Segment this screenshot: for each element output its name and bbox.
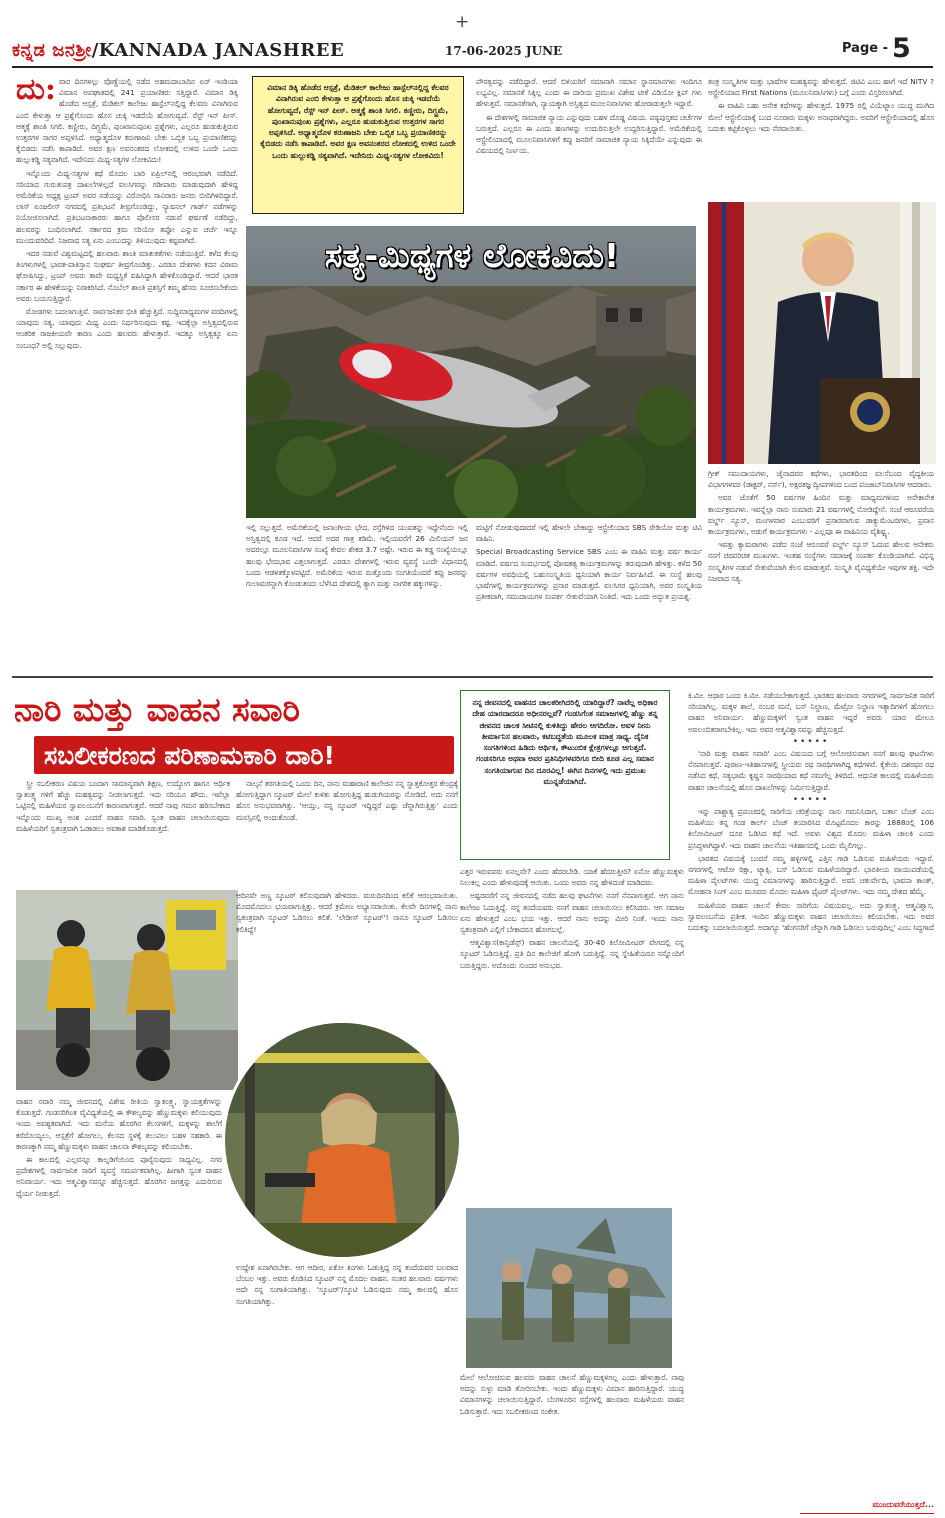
issue-date: 17-06-2025 JUNE [445, 44, 563, 58]
continued-label: ಮುಂದುವರೆಯುತ್ತದೆ... [800, 1500, 934, 1514]
story2-pull-quote [460, 690, 670, 860]
paragraph: ಇವತ್ತು ಕ್ಯಾಮರಾಗಳು ಪಡೆದ ಸಂಜೆ ಆರೂವರೆ ವರ್ಲ್ಡ್ ನ್ಯೂಸ್ ಓದುವ ಹೇಲವ ಆನೇಕರು ನನಗೆ ಚಿರಪರಿಚಿತ ಮುಖಗಳು. ಇಂತಹ ಸಂಸ್ಥೆಗಳು ಸಮಾಜಕ್ಕೆ ಸಂಪರ್ಕ ಕೊಂಡಿಯಾಗಿವೆ. ವಿಭಿನ್ನ ಸಂಸ್ಕೃತಿಗಳ ನಡುವೆ ಸೇತುವೆಯಾಗಿ ಕೆಲಸ ಮಾಡುತ್ತವೆ. ಸಂಸ್ಕೃತಿ ವೈವಿಧ್ಯತೆಯೇ ಇವುಗಳ ಶಕ್ತಿ. ಇದೇ ನಿಜವಾದ ಸತ್ಯ. [708, 540, 934, 583]
paragraph: ಈ ವಾಹಿನಿ ಬಹು ಅನೇಕ ಕಥೆಗಳನ್ನು ಹೇಳುತ್ತದೆ. 1975 ರಲ್ಲಿ ವಿಯೆಟ್ನಾಂ ಯುದ್ಧ ಮುಗಿದ ಮೇಲೆ ಆಸ್ಟ್ರೇಲಿಯಾಕ್ಕೆ ಬಂದ ನೂರಾರು ಮಕ್ಕಳು ಅನಾಥರಾಗಿದ್ದರು. ಅವರಿಗೆ ಆಸ್ಟ್ರೇಲಿಯಾದಲ್ಲಿ ಹೊಸ ಬದುಕು ಕಟ್ಟಿಕೊಳ್ಳಲು ಇದು ನೆರವಾಯಿತು. [708, 101, 934, 133]
crop-mark: + [455, 12, 470, 32]
story1-column-3-top [476, 76, 702, 226]
paragraph: ಇಲ್ಲಿ ಸಲ್ಲುತ್ತದೆ. ಅಮೆರಿಕೆಯಲ್ಲಿ ಜನಾಂಗೀಯ ಭೇದ, ರಸ್ತೆಗಿಳಿದ ಯುವತನ್ನು ಇದ್ದೇನೆಂದು ಇಲ್ಲಿ ಅಸ್ತಿತ್ವದಲ್ಲಿ ಕೂಡ ಇದೆ. ಆದರೆ ಅದರ ಗಾತ್ರ ಕಡಿಮೆ. ಇಲ್ಲಿಯವರೆಗೆ 26 ಮಿಲಿಯನ್ ಜನ ಅದರಲ್ಲೂ ಮೂಲನಿವಾಸಿಗಳ ಸಂಖ್ಯೆ ಕೇವಲ ಶೇಕಡ 3.7 ಅಷ್ಟೇ. ಇರುವ ಈ ಕಡ್ಡ ಸಂಖ್ಯೆಯಲ್ಲೂ ಹಲವು ಭೇದಭಾವ ಎತ್ತಲಾಗುತ್ತದೆ. ಎರಡೂ ದೇಶಗಳಲ್ಲಿ ಇರುವ ವ್ಯವಸ್ಥೆ ಒಂದೇ ವಿಧಾನದಲ್ಲಿ ಬಂದು ಆಡಳಿತಕ್ಕೊಳಪಟ್ಟಿದೆ. ಅಮೆರಿಕೆಯ ಇರುವ ಮತ್ತೊಂದು ಸಂಗತಿಯೆಂದರೆ ಕಪ್ಪು ಜನರನ್ನು ಗುಲಾಮರನ್ನಾಗಿ ಕೊಂಡುತಂದು ಬೆಳೆಸಿದ ದೇಶದಲ್ಲಿ ತ್ಯಾಗ ಮತ್ತು ನಾಗರಿಕ ಹಕ್ಕುಗಳನ್ನು. [246, 523, 468, 589]
paragraph: ಗ್ರೀಕ್ ಸಮುದಾಯಗಳು, ಚೈನಾದವರ ಕಥೆಗಳು, ಭಾರತದಿಂದ ವಲಸೆಬಂದ ವೈದ್ಯಕೀಯ ವಿಭಾಗಗಳವರ (ಡಾಕ್ಟರ್, ನರ್ಸ್), ಅಕ್ಷರತಜ್ಞ ದ್ವೀಪಗಳಿಂದ ಬಂದ ಪಂಜಾಬ್‌ನಿವಾಸಿಗಳ ಆದರಾರು. [708, 469, 934, 490]
story1-pull-quote [252, 76, 464, 214]
story2-column-1-bottom [16, 1096, 222, 1500]
dropcap: ದು: [16, 76, 56, 107]
paragraph: ಅಷ್ಟರವರೆಗೆ ನನ್ನ ಜೀವನದಲ್ಲಿ ನಡೆದ ಹಲವು ಘಟನೆಗಳು ನನಗೆ ನೆನಪಾಗುತ್ತವೆ. ಆಗ ನಾನು ಕಾಲೇಜು ಓದುತ್ತಿದ್ದೆ. ನನ್ನ ತಂದೆಯವರು ನನಗೆ ವಾಹನ ಚಲಾಯಿಸಲು ಕಲಿಸಿದರು. ಆಗ ಸಮಾಜ ಏನು ಹೇಳುತ್ತದೆ ಎಂಬ ಭಯ ಇತ್ತು. ಆದರೆ ನಾನು ಅದನ್ನು ಮೀರಿ ನಿಂತೆ. ಇಂದು ನಾನು ಸ್ವತಂತ್ರವಾಗಿ ಎಲ್ಲಿಗೆ ಬೇಕಾದರೂ ಹೋಗಬಲ್ಲೆ. [460, 891, 684, 935]
paragraph: ಮೇಲೆ ಆಲೋಚಿಸುವ ಹಲವರು ವಾಹನ ಚಾಲನೆ ಹೆಣ್ಣುಮಕ್ಕಳಿಗಲ್ಲ ಎಂದು ಹೇಳುತ್ತಾರೆ. ನಾವು ಅದನ್ನು ಸುಳ್ಳು ಮಾಡಿ ತೋರಿಸಬೇಕು. ಇಂದು ಹೆಣ್ಣುಮಕ್ಕಳು ವಿಮಾನ ಹಾರಿಸುತ್ತಿದ್ದಾರೆ. ಯುದ್ಧ ವಿಮಾನಗಳನ್ನು ಚಲಾಯಿಸುತ್ತಿದ್ದಾರೆ. ಬೆಂಗಳೂರಿನ ರಸ್ತೆಗಳಲ್ಲಿ ಹಲವಾರು ಮಹಿಳೆಯರು ವಾಹನ ಓಡಿಸುತ್ತಾರೆ. ಇದು ಸಬಲೀಕರಣದ ಸಂಕೇತ. [460, 1373, 684, 1416]
story1-headline: ಸತ್ಯ-ಮಿಥ್ಯಗಳ ಲೋಕವಿದು! [324, 236, 620, 275]
story2-column-3-bottom [460, 1372, 684, 1502]
paragraph: ಪೌರತ್ವವನ್ನು ಪಡೆದಿದ್ದಾರೆ. ಆದರೆ ಬಿಳಿಯರಿಗೆ ಸಮಾನಾಗಿ ಸಮಾನ ಸ್ಥಾನಮಾನಗಳು ಇಂದಿಗೂ ಲಭ್ಯವಿಲ್ಲ. ಸಮಾನತೆ ಸಿಕ್ಕಿಲ್ಲ ಎಂದು ಈ ದಾರಿಯ ಪ್ರಮುಖ ವಿಶೇಷ ಟೀಕೆ ವಿಡಿಯೋ ಕ್ಲಿಪ್ ಗಳು ಹೇಳುತ್ತವೆ. ಸಮಾನತೆಗಾಗಿ, ನ್ಯಾಯಕ್ಕಾಗಿ ಅಸ್ತಿತ್ವದ ಮೂಲನಿವಾಸಿಗಳು ಹೋರಾಡುತ್ತಲೇ ಇದ್ದಾರೆ. [476, 77, 702, 109]
masthead [12, 40, 344, 61]
paragraph: ವಾರ ದಿನಗಳಲ್ಲು ವೊಣ್ಣೆಯಲ್ಲಿ ನಡೆದ ಅಹಮದಾಬಾದಿನ ಏರ್ ಇಂಡಿಯಾ ವಿಮಾನ ಅಪಘಾತದಲ್ಲಿ 241 ಪ್ರಯಾಣಿಕರು ಸತ್ತಿದ್ದಾರೆ. ವಿಮಾನ ಡಿಕ್ಕಿ ಹೊಡೆದ ಆಸ್ಪತ್ರೆ, ಮೆಡಿಕಲ್ ಕಾಲೇಜು ಹಾಸ್ಟೆಲ್‌ನಲ್ಲಿದ್ದ ಕೆಲವರು ವಿನಾಗಿರುವ ಎಂಬಿ ಕೇಳುತ್ತಾ ಆ ಪ್ರಶ್ನೆಗೊಂದು ಹೊಸ ಚುಕ್ಕಿ ಇಡದೆಯೆ ಹೋಗುವ್ವದೆ. ರೆಸ್ಟ್ ಇನ್ ಪೀಸ್. ಆತ್ಮಕ್ಕೆ ಶಾಂತಿ ಸಿಗಲಿ. ಕಣ್ಣೀರು, ದಿಗ್ಭ್ರಮೆ, ಪುಂಖಾನುಪುಂಖ ಪ್ರಶ್ನೆಗಳು, ಎಲ್ಲರೂ ಹುಡುಕುತ್ತಿರುವ ಉತ್ತರಗಳ ಸಾಗರ ಅಪ್ಪಳಿಸಿದೆ. ಅಧ್ಯಾತ್ಮದೊಳ ಕರುಣಾಜನಿ ಬೇಕು ಒಬ್ಬಿಕ ಒಬ್ಬ ಪ್ರಯಾಣಿಕರನ್ನು ಕೈಬಿಡದು ನಡೆಸಿ ಕಾಪಾಡಿದೆ. ಅವರ ಕ್ಷಣ ಅವನಂತರದ ಲೋಕದಲ್ಲಿ ಉಳಿದ ಒಂದೇ ಒಂದು ಹುಲ್ಲುಕಡ್ಡಿ ಸತ್ಯವಾಗಿದೆ. ಇದೇನಿದು ಮಿಥ್ಯ-ಸತ್ಯಗಳ ಲೋಕವಿದು! [16, 77, 238, 165]
paragraph: ಇನ್ನು ಪಾಶ್ಚಾತ್ಯ ಪ್ರಪಂಚದಲ್ಲಿ ಸಾರಿಗೆಯ ಚರಿತ್ರೆಯನ್ನು ನಾನು ಗಮನಿಸಿದಾಗ, ಬರ್ತಾ ಬೆಂಜ್ ಎಂಬ ಮಹಿಳೆಯು ತನ್ನ ಗಂಡ ಕಾರ್ಲ್ ಬೆಂಜ್ ತಯಾರಿಸಿದ ಮೊಟ್ಟಮೊದಲ ಕಾರನ್ನು 1888ರಲ್ಲಿ 106 ಕಿಲೋಮೀಟರ್ ದೂರ ಓಡಿಸಿದ ಕಥೆ ಇದೆ. ಅವಳು ವಿಶ್ವದ ಮೊದಲ ಮಹಿಳಾ ಚಾಲಕಿ ಎಂದು ಪ್ರಸಿದ್ಧಳಾಗಿದ್ದಾಳೆ. ಇದು ವಾಹನ ಚಾಲನೆಯ ಇತಿಹಾಸದಲ್ಲಿ ಒಂದು ಮೈಲಿಗಲ್ಲು. [688, 807, 934, 850]
woman-auto-driver-photo [222, 1020, 462, 1260]
paragraph: ಮೋಡಗಳು ಬದಲಾಗುತ್ತಿವೆ. ಸಾರ್ವಜನಿಕರ ಭೀತಿ ಹೆಚ್ಚುತ್ತಿದೆ. ಸುದ್ದಿಮಾಧ್ಯಮಗಳ ವರದಿಗಳಲ್ಲಿ ಯಾವುದು ಸತ್ಯ, ಯಾವುದು ಮಿಥ್ಯ ಎಂದು ನಿರ್ಧರಿಸುವುದು ಕಷ್ಟ. ಇದಕ್ಕೆಲ್ಲಾ ಅಸ್ತಿತ್ವದಲ್ಲಿರುವ ಆಂತರಿಕ ರಾಜಕೀಯವೇ ಕಾರಣ ಎಂದು ಹಲವರು ಹೇಳುತ್ತಾರೆ. ಇದಕ್ಕೂ ಅಸ್ತಿತ್ವಕ್ಕೂ ಏನು ಸಂಬಂಧ? ಅಲ್ಲಿ ಸಲ್ಲುವುದು. [16, 307, 238, 350]
paragraph: ಆದಿನವೇ ಅಣ್ಣ ಸ್ಕೂಟರ್ ಕಲಿಸುವುದಾಗಿ ಹೇಳಿದರು. ಮರುದಿನದಿಂದ ಕಲಿಕೆ ಆರಂಭವಾಯಿತು. ಮೊದಮೊದಲು ಭಯವಾಗುತ್ತಿತ್ತು. ಆದರೆ ಕ್ರಮೇಣ ಅಭ್ಯಾಸವಾಯಿತು. ಕೆಲವೇ ದಿನಗಳಲ್ಲಿ ನಾನು ಸ್ವತಂತ್ರವಾಗಿ ಸ್ಕೂಟರ್ ಓಡಿಸಲು ಕಲಿತೆ. 'ಲೇಡೀಸ್ ಸ್ಕೂಟರ್'! ನಾನೂ ಸ್ಕೂಟರ್ ಓಡಿಸಲು ಕಲಿತಿದ್ದೆ! [236, 891, 458, 934]
story2-column-1-top [16, 778, 230, 886]
women-scooter-riders-photo [16, 890, 238, 1090]
women-fighter-pilots-photo [466, 1208, 672, 1368]
speaker-podium-photo [708, 202, 936, 464]
story-divider [12, 676, 933, 678]
story1-column-4-top [708, 76, 934, 200]
story2-column-2-mid [236, 890, 458, 1020]
paragraph: ಎತ್ತರ ಇರುವವರು ಏನಲ್ಲವೇ? ಎಂದು ಹೆದರಬೇಡಿ. ಯಾಕೆ ಹೆದರುತ್ತೀರಿ? ಏನೋ ಹೆಣ್ಣುಮಕ್ಕಳು ನಿಲುಕಲ್ಲ ಎಂದು ಹೇಳುವುದಕ್ಕೆ ಆಯಿತು. ಒಂದು ಅವರು ನನ್ನ ಹೇಳಿದಂತೆ ಮಾಡಿದರು. [460, 867, 684, 888]
header-rule [12, 66, 933, 68]
story2-column-4 [688, 690, 934, 1498]
story1-column-1 [16, 76, 238, 668]
paragraph: ಈ ಕಾಲದಲ್ಲಿ ಎಲ್ಲವನ್ನೂ ಕಾಲ್ನಡಿಗೆಯಿಂದ ಪೂರೈಸುವುದು ಸಾಧ್ಯವಿಲ್ಲ. ನಗರ ಪ್ರದೇಶಗಳಲ್ಲಿ ಸಾರ್ವಜನಿಕ ಸಾರಿಗೆ ವ್ಯವಸ್ಥೆ ಸಮರ್ಪಕವಾಗಿಲ್ಲ. ಹೀಗಾಗಿ ಸ್ವಂತ ವಾಹನ ಅನಿವಾರ್ಯ. ಇದು ಆತ್ಮವಿಶ್ವಾಸವನ್ನೂ ಹೆಚ್ಚಿಸುತ್ತದೆ. ಹೊರಗಿನ ಜಗತ್ತನ್ನು ಎದುರಿಸುವ ಧೈರ್ಯ ನೀಡುತ್ತದೆ. [16, 1155, 222, 1198]
story2-column-2-top [236, 778, 458, 886]
section-dots: ••••• [792, 736, 830, 747]
story2-column-3-top [460, 866, 684, 1206]
logo-kannada: ಕನ್ನಡ ಜನಶ್ರೀ [12, 40, 92, 61]
page-number: 5 [892, 33, 911, 64]
paragraph: ಅವರ ಜೊತೆಗೆ 50 ವರ್ಷಗಳ ಹಿಂದಿನ ಮತ್ತು ಮಾಧ್ಯಮಗಳಿಂದ ಅನೇಕಾನೇಕ ಕಾರ್ಯಕ್ರಮಗಳು. ಇವನ್ನೆಲ್ಲಾ ನಾನು ಸುಮಾರು 21 ವರ್ಷಗಳಲ್ಲಿ ನೋಡಿದ್ದೇನೆ. ಸಂಜೆ ಆರೂವರೆಯ ವರ್ಲ್ಡ್ ನ್ಯೂಸ್, ಮಂಗಳವಾರ ಎಂಬುವರಿಗೆ ಪ್ರಸಾರವಾಗುವ ಡಾಕ್ಯುಮೆಂಟರಿಗಳು, ಪ್ರವಾಸ ಕಾರ್ಯಕ್ರಮಗಳು, ಅಡುಗೆ ಕಾರ್ಯಕ್ರಮಗಳು - ಎಲ್ಲವೂ ಈ ವಾಹಿನಿಯ ವೈಶಿಷ್ಟ್ಯ. [708, 493, 934, 537]
paragraph: ಆತ್ಮವಿಶ್ವಾಸ(ಕಾನ್ಫಿಡೆನ್ಸ್) ವಾಹನ ಚಾಲನೆಯಲ್ಲಿ 30-40 ಕಿಲೋಮೀಟರ್ ವೇಗದಲ್ಲಿ ನನ್ನ ಸ್ಕೂಟರ್ ಓಡಿಸುತ್ತಿದ್ದೆ. ಪ್ರತಿ ದಿನ ಕಾಲೇಜಿಗೆ ಹೋಗಿ ಬರುತ್ತಿದ್ದೆ. ನನ್ನ ಸ್ನೇಹಿತೆಯರೂ ನನ್ನೊಂದಿಗೆ ಬರುತ್ತಿದ್ದರು. ಅದೊಂದು ಸುಂದರ ಅನುಭವ. [460, 938, 684, 970]
paragraph: ಮಟ್ಟಿಗೆ ನೋಡುವುದಾದರೆ ಇಲ್ಲಿ ಹೇಳಲೇ ಬೇಕಾದ್ದು ಆಸ್ಟ್ರೇಲಿಯಾದ SBS ರೇಡಿಯೋ ಮತ್ತು ಟಿವಿ ವಾಹಿನಿ. [476, 523, 702, 544]
paragraph: ಕಿ.ಮೀ. ಆಧಾರ ಒಂದು ಕಿ.ಮೀ. ನಡೆಯಬೇಕಾಗುತ್ತದೆ. ಭಾರತದ ಹಲವಾರು ನಗರಗಳಲ್ಲಿ ಸಾರ್ವಜನಿಕ ಸಾರಿಗೆ ಸರಿಯಾಗಿಲ್ಲ. ಮಕ್ಕಳ ಶಾಲೆ, ನಂಬರ ಮನೆ, ಬಸ್ ನಿಲ್ದಾಣ, ಮೆಟ್ರೋ ನಿಲ್ದಾಣ ಇತ್ಯಾದಿಗಳಿಗೆ ಹೋಗಲು ವಾಹನ ಅನಿವಾರ್ಯ. ಹೆಣ್ಣುಮಕ್ಕಳಿಗೆ ಸ್ವಂತ ವಾಹನ ಇದ್ದರೆ ಅವರು ಯಾರ ಮೇಲೂ ಅವಲಂಬಿತರಾಗಬೇಕಿಲ್ಲ. ಇದು ಅವರ ಆತ್ಮವಿಶ್ವಾಸವನ್ನು ಹೆಚ್ಚಿಸುತ್ತದೆ. [688, 691, 934, 734]
logo-english: /KANNADA JANASHREE [91, 40, 345, 61]
paragraph: ಈ ದೇಶಗಳಲ್ಲಿ ಸಾಮಾಜಿಕ ನ್ಯಾಯ ಎನ್ನುವುದು ಬಹಳ ದೊಡ್ಡ ವಿಷಯ. ಪಠ್ಯಪುಸ್ತಕದ ಚರ್ಚೆಗಳ ಬರುತ್ತದೆ. ಎಲ್ಲರೂ ಈ ಎಂದು ಹಣಗಳನ್ನು ಉದುರಿಸುತ್ತಲೇ ಉದ್ದರಿಸುತ್ತಿದ್ದಾರೆ. ಅಮೆರಿಕೆಯಲ್ಲಿ ಆಸ್ಟ್ರೇಲಿಯಾದಲ್ಲಿ ಮೂಲನಿವಾಸಿಗಳಿಗೆ ಕಪ್ಪು ಜನರಿಗೆ ಸಾಮಾಜಿಕ ನ್ಯಾಯ ಸಿಕ್ಕಿದೆಯೇ ಎನ್ನುವುದು ಈ ವಿಷಯದಲ್ಲಿ ನಿರ್ಣಯ. [476, 112, 702, 156]
paragraph: ನಾಲ್ಕನೆ ತರಗತಿಯಲ್ಲಿ ಒಂದು ದಿನ, ನಾನು ಮಹಾರಾಣಿ ಕಾಲೇಜಿನ ನನ್ನ ಸ್ನಾತ್ತಕೋತ್ತರ ಕೇಂದ್ರಕ್ಕೆ ಹೋಗುತ್ತಿದ್ದಾಗ ಸ್ಕೂಟರ್ ಮೇಲೆ ಕುಳಿತು ಹೋಗುತ್ತಿದ್ದ ಹುಡುಗಿಯರನ್ನು ನೋಡಿದೆ. ಅದು ನನಗೆ ಹೊಸ ಅನುಭವವಾಗಿತ್ತು. 'ಆಯ್ತು, ನನ್ನ ಸ್ಕೂಟರ್ ಇದ್ದಿದ್ದರೆ ಎಷ್ಟು ಚೆನ್ನಾಗಿರುತ್ತಿತ್ತು' ಎಂದು ಮನಸ್ಸಿನಲ್ಲಿ ಅಂದುಕೊಂಡೆ. [236, 779, 458, 822]
paragraph: ಮಹಿಳೆಯರ ವಾಹನ ಚಾಲನೆ ಕೇವಲ ಸಾರಿಗೆಯ ವಿಷಯವಲ್ಲ. ಅದು ಸ್ವಾತಂತ್ರ್ಯ, ಆತ್ಮವಿಶ್ವಾಸ, ಸ್ವಾವಲಂಬನೆಯ ಪ್ರತೀಕ. ಇಂದಿನ ಹೆಣ್ಣುಮಕ್ಕಳು ವಾಹನ ಚಲಾಯಿಸಲು ಕಲಿಯಬೇಕು. ಇದು ಅವರ ಬದುಕನ್ನು ಬದಲಾಯಿಸುತ್ತದೆ. ಅದಾಗ್ಯೂ 'ಹೆಂಗಸರಿಗೆ ಚೆನ್ನಾಗಿ ಗಾಡಿ ಓಡಿಸಲು ಬರುವುದಿಲ್ಲ' ಎಂಬ ಸಿದ್ಧಗಾದೆ [688, 900, 934, 933]
page-label: Page - [842, 41, 888, 56]
paragraph: ಉದ್ದೇಶ ಏನಾಗಿರಬೇಕು. ಆಗ ಆದೀರ, ಏಕೋ ತಿಂಗಳು ಓಡುತ್ತಿದ್ದ ನನ್ನ ತಂದೆಯವರ ಬಲವಾದ ಬೆಂಬಲ ಇತ್ತು. ಅವರು ಕೊಡಿಸಿದ ಸ್ಕೂಟರ್ ನನ್ನ ಮೊದಲ ವಾಹನ. ನಂತರ ಹಲವಾರು ವರ್ಷಗಳು ಅದೇ ನನ್ನ ಸಂಗಾತಿಯಾಗಿತ್ತು. 'ಸ್ಕೂಟರ್'/ಸ್ಕೂಟಿ ಓಡಿಸುವುದು ನಮ್ಮ ಕಾಲದಲ್ಲಿ ಹೊಸ ಸಂಗತಿಯಾಗಿತ್ತು. [236, 1263, 458, 1306]
paragraph: ಭಾರತದ ವಿಷಯಕ್ಕೆ ಬಂದರೆ ನಮ್ಮ ಹಳ್ಳಿಗಳಲ್ಲಿ ಎತ್ತಿನ ಗಾಡಿ ಓಡಿಸುವ ಮಹಿಳೆಯರು ಇದ್ದಾರೆ. ನಗರಗಳಲ್ಲಿ ಆಟೋ ರಿಕ್ಷಾ, ಟ್ಯಾಕ್ಸಿ, ಬಸ್ ಓಡಿಸುವ ಮಹಿಳೆಯರಿದ್ದಾರೆ. ಭಾರತೀಯ ವಾಯುಪಡೆಯಲ್ಲಿ ಮಹಿಳಾ ಪೈಲಟ್‌ಗಳು ಯುದ್ಧ ವಿಮಾನಗಳನ್ನು ಹಾರಿಸುತ್ತಿದ್ದಾರೆ. ಅವನಿ ಚತುರ್ವೇದಿ, ಭಾವನಾ ಕಾಂತ್, ಮೋಹನಾ ಸಿಂಗ್ ಎಂಬ ಮೂವರು ಮೊದಲ ಮಹಿಳಾ ಫೈಟರ್ ಪೈಲಟ್‌ಗಳು. ಇದು ನಮ್ಮ ದೇಶದ ಹೆಮ್ಮೆ. [688, 853, 934, 897]
story1-column-4-bottom [708, 468, 934, 668]
story2-headline-line2: ಸಬಲೀಕರಣದ ಪರಿಣಾಮಕಾರಿ ದಾರಿ! [44, 741, 335, 770]
paragraph: ಇನ್ನೊಂದು ಮಿಥ್ಯ-ಸತ್ಯಗಳ ಕಥೆ ಮೊದಲ ಬಾರಿ ಏಪ್ರಿಲ್‌ನಲ್ಲಿ ಆರಂಭವಾಗಿ ನಡೆದಿದೆ. ಸರಿಯಾದ ಗುರುತುಪತ್ರ ದಾಖಲೆಗಳಿಲ್ಲದೆ ವಲಸಿಗರನ್ನು ಗಡೀಪಾರು ಮಾಡುವುದಾಗಿ ಹೇಳಿದ್ದ ಅಮೆರಿಕೆಯ ಅಧ್ಯಕ್ಷ ಟ್ರಂಪ್ ಅವರ ನಡೆಯನ್ನು ವಿರೋಧಿಸಿ ಸಾವಿರಾರು ಜನರು ಬೀದಿಗಿಳಿದಿದ್ದಾರೆ. ಲಾಸ್ ಏಂಜಲೀಸ್ ನಗರದಲ್ಲಿ ಪ್ರತಿಭಟನೆ ತೀವ್ರಗೊಂಡಿದ್ದು, ನ್ಯಾಷನಲ್ ಗಾರ್ಡ್ ಪಡೆಗಳನ್ನು ನಿಯೋಜಿಸಲಾಗಿದೆ. ಪ್ರತಿಭಟನಾಕಾರರು ಹಾಗೂ ಪೊಲೀಸರ ನಡುವೆ ಘರ್ಷಣೆ ನಡೆದಿದ್ದು, ಹಲವರನ್ನು ಬಂಧಿಸಲಾಗಿದೆ. ಸರ್ಕಾರದ ಕ್ರಮ ಸರಿಯೋ ತಪ್ಪೋ ಎನ್ನುವ ಚರ್ಚೆ ಇನ್ನೂ ಮುಂದುವರಿದಿದೆ. ನಿಜವಾದ ಸತ್ಯ ಏನು ಎಂಬುದನ್ನು ತಿಳಿಯುವುದು ಕಷ್ಟವಾಗಿದೆ. [16, 168, 238, 245]
story1-column-2-bottom [246, 522, 468, 668]
paragraph: ಇದರ ನಡುವೆ ವಿಶ್ವಮಟ್ಟದಲ್ಲಿ ಹಲವಾರು ಶಾಂತಿ ಮಾತುಕತೆಗಳು ನಡೆಯುತ್ತಿವೆ. ಕಳೆದ ಕೆಲವು ತಿಂಗಳುಗಳಲ್ಲಿ ಭಾರತ-ಪಾಕಿಸ್ತಾನ ಸಂಘರ್ಷ ತೀವ್ರಗೊಂಡಿತ್ತು. ಎರಡೂ ದೇಶಗಳು ಕದನ ವಿರಾಮ ಘೋಷಿಸಿದ್ದು, ಟ್ರಂಪ್ ಅವರು ತಾವೇ ಮಧ್ಯಸ್ಥಿಕೆ ವಹಿಸಿದ್ದಾಗಿ ಹೇಳಿಕೊಂಡಿದ್ದಾರೆ. ಆದರೆ ಭಾರತ ಸರ್ಕಾರ ಈ ಹೇಳಿಕೆಯನ್ನು ನಿರಾಕರಿಸಿದೆ. ನೊಬೆಲ್ ಶಾಂತಿ ಪ್ರಶಸ್ತಿಗೆ ತಮ್ಮ ಹೆಸರು ಸೂಚಿಸಬೇಕೆಂದು ಅವರು ಬಯಸುತ್ತಿದ್ದಾರೆ. [16, 249, 238, 303]
section-dots: ••••• [792, 794, 830, 805]
story1-column-3-bottom [476, 522, 702, 668]
story2-headline-line1: ನಾರಿ ಮತ್ತು ವಾಹನ ಸವಾರಿ [14, 690, 300, 729]
story2-column-2-bottom [236, 1262, 458, 1500]
paragraph: ಸ್ತ್ರೀ ಸಬಲೀಕರಣ ವಿಷಯ ಬಂದಾಗ ಸಾಮಾನ್ಯವಾಗಿ ಶಿಕ್ಷಣ, ಉದ್ಯೋಗ ಹಾಗೂ ಆರ್ಥಿಕ ಸ್ವಾತಂತ್ರ್ಯ ಗಳಿಗೆ ಹೆಚ್ಚು ಮಹತ್ವವನ್ನು ನೀಡಲಾಗುತ್ತದೆ. ಇದು ಸರಿಯೂ ಹೌದು. ಇವೆಲ್ಲಾ ಒಟ್ಟಿನಲ್ಲಿ ಮಹಿಳೆಯರ ಸ್ವಾವಲಂಬನೆಗೆ ಕಾರಣವಾಗುತ್ತವೆ. ಆದರೆ ನಾವು ಗಮನ ಹರಿಸಬೇಕಾದ ಇನ್ನೊಂದು ಮುಖ್ಯ ಅಂಶ ಎಂದರೆ ವಾಹನ ಸವಾರಿ. ಸ್ವಂತ ವಾಹನ ಚಲಾಯಿಸುವುದು ಮಹಿಳೆಯರಿಗೆ ಸ್ವತಂತ್ರವಾಗಿ ಓಡಾಡಲು ಅವಕಾಶ ಮಾಡಿಕೊಡುತ್ತದೆ. [16, 779, 230, 833]
paragraph: 'ನಾರಿ ಮತ್ತು ವಾಹನ ಸವಾರಿ' ಎಂಬ ವಿಷಯದ ಬಗ್ಗೆ ಆಲೋಚಿಸುವಾಗ ನನಗೆ ಹಲವು ಘಟನೆಗಳು ನೆನಪಾಗುತ್ತವೆ. ಪುರಾಣ-ಇತಿಹಾಸಗಳಲ್ಲಿ ಸ್ತ್ರೀಯರು ರಥ ಸಾರಥಿಗಳಾಗಿದ್ದ ಕಥೆಗಳಿವೆ. ಕೈಕೇಯಿ ದಶರಥನ ರಥ ನಡೆಸಿದ ಕಥೆ, ಸತ್ಯಭಾಮೆ ಕೃಷ್ಣನ ಸಾರಥಿಯಾದ ಕಥೆ ನಮಗೆಲ್ಲ ತಿಳಿದಿದೆ. ಆಧುನಿಕ ಕಾಲದಲ್ಲಿ ಮಹಿಳೆಯರು ವಾಹನ ಚಾಲನೆಯಲ್ಲಿ ಹೊಸ ದಾಖಲೆಗಳನ್ನು ನಿರ್ಮಿಸುತ್ತಿದ್ದಾರೆ. [688, 749, 934, 792]
paragraph: ತಂತ್ರ ಸಂಸ್ಕೃತಿಗಳ ಮತ್ತು ಭಾಷೆಗಳ ಮಹತ್ವವನ್ನು ಹೇಳುತ್ತದೆ. ಜಿಟಿವಿ ಎಂಬ ಹಾಗೆ ಇದೆ NITV ? ಆಸ್ಟ್ರೇಲಿಯಾದ First Nations (ಮೂಲನಿವಾಸಿಗಳು) ಬಗ್ಗೆ ಎಂದು ವಿಸ್ತರಿಸಲಾಗಿದೆ. [708, 77, 934, 98]
paragraph: Special Broadcasting Service SBS ಎಂಬ ಈ ವಾಹಿನಿ ಮತ್ತು ವರ್ಷ ಕಾರ್ಯ ಮಾಡಿದೆ. ವರ್ಷದ ಸಂದರ್ಭದಲ್ಲಿ ಪೋಷಕತ್ವ ಕಾರ್ಯಕ್ರಮಗಳನ್ನು ತರುವುದಾಗಿ ಹೇಳಿತ್ತು. ಕಳೆದ 50 ವರ್ಷಗಳ ಅವಧಿಯಲ್ಲಿ ಬಹುಸಂಸ್ಕೃತಿಯ ಧ್ವನಿಯಾಗಿ ಕಾರ್ಯ ನಿರ್ವಹಿಸಿದೆ. ಈ ಸಂಸ್ಥೆ ಹಲವು ಭಾಷೆಗಳಲ್ಲಿ ಕಾರ್ಯಕ್ರಮಗಳನ್ನು ಪ್ರಸಾರ ಮಾಡುತ್ತದೆ. ವಲಸಿಗರ ಧ್ವನಿಯಾಗಿ, ಅವರ ಸಂಸ್ಕೃತಿಯ ಪ್ರತೀಕವಾಗಿ, ಸಮುದಾಯಗಳ ಸಂಪರ್ಕ ಸೇತುವೆಯಾಗಿ ನಿಂತಿದೆ. ಇದು ಒಂದು ಅದ್ಭುತ ಪ್ರಯತ್ನ. [476, 547, 702, 602]
pull-quote-text: ವಿಮಾನ ಡಿಕ್ಕಿ ಹೊಡೆದ ಆಸ್ಪತ್ರೆ, ಮೆಡಿಕಲ್ ಕಾಲೇಜು ಹಾಸ್ಟೆಲ್‌ನಲ್ಲಿದ್ದ ಕೆಲವರ ವಿನಾಗಿರುವ ಎಂಬಿ ಕೇಳುತ್ತಾ ಆ ಪ್ರಶ್ನೆಗೊಂದು ಹೊಸ ಚುಕ್ಕಿ ಇಡದೆಯೆ ಹೋಗುವ್ವದೆ, ರೆಸ್ಟ್ ಇನ್ ಪೀಸ್. ಆತ್ಮಕ್ಕೆ ಶಾಂತಿ ಸಿಗಲಿ. ಕಣ್ಣೀರು, ದಿಗ್ಭ್ರಮೆ, ಪುಂಖಾನುಪುಂಖ ಪ್ರಶ್ನೆಗಳು, ಎಲ್ಲರೂ ಹುಡುಕುತ್ತಿರುವ ಉತ್ತರಗಳ ಸಾಗರ ಅಪ್ಪಳಿಸಿದೆ. ಅಧ್ಯಾತ್ಮದೊಳ ಕರುಣಾಜನಿ ಬೇಕು ಒಬ್ಬಿಕ ಒಬ್ಬ ಪ್ರಯಾಣಿಕರನ್ನು ಕೈಬಿಡದು ನಡೆಸಿ ಕಾಪಾಡಿದೆ. ಅವರ ಕ್ಷಣ ಅವನಂತರದ ಲೋಕದಲ್ಲಿ ಉಳಿದ ಒಂದೇ ಒಂದು ಹುಲ್ಲುಕಡ್ಡಿ ಸತ್ಯವಾಗಿದೆ. ಇದೇನಿದು ಮಿಥ್ಯ-ಸತ್ಯಗಳ ಲೋಕವಿದು! [260, 83, 456, 160]
paragraph: ವಾಹನ ಸವಾರಿ ನಮ್ಮ ಜೀವನದಲ್ಲಿ ವಿಶೇಷ ರೀತಿಯ ಸ್ವಾತಂತ್ರ್ಯ, ಸ್ವಾಯತ್ತತೆಗಳನ್ನು ಕೊಡುತ್ತದೆ. ಗಂಡಸರಿಗಿಂತ ವೈವಿಧ್ಯತೆಯಲ್ಲಿ ಈ ಕೌಶಲ್ಯವನ್ನು ಹೆಣ್ಣುಮಕ್ಕಳು ಕಲಿಯುವುದು ಇಂದು ಅವಶ್ಯಕವಾಗಿದೆ. ಇದು ಮನೆಯ ಹೊರಗಿನ ಕೆಲಸಗಳಿಗೆ, ಮಕ್ಕಳನ್ನು ಶಾಲೆಗೆ ಕರೆದೊಯ್ಯಲು, ಆಸ್ಪತ್ರೆಗೆ ಹೋಗಲು, ಕೆಲಸದ ಸ್ಥಳಕ್ಕೆ ತಲುಪಲು ಬಹಳ ಸಹಕಾರಿ. ಈ ಕಾರಣಕ್ಕಾಗಿ ನಮ್ಮ ಹೆಣ್ಣುಮಕ್ಕಳು ವಾಹನ ಚಾಲನಾ ಕೌಶಲ್ಯವನ್ನು ಕಲಿಯಬೇಕು. [16, 1097, 222, 1151]
pull-quote-text: ನನ್ನ ಜೀವನದಲ್ಲಿ ವಾಹನದ ಚಾಲಕರೀಗಿದರಿಲ್ಲಿ ಯಾರಿದ್ದಾರೆ? ನಾವೆಲ್ಲ ಅಧಿಕಾರ ದೇಹ ಯಾರದಾದರೂ ಅಧೀನರಲ್ಲವೆ? ಗಂಡಸಿಗೆಂತ ಸಮಾಜಗಳಲ್ಲಿ ಹೆಣ್ಣು ತನ್ನ ಜೀವನದ ಚಾಲಕ ಸೀಟಿನಲ್ಲಿ ಕುಳಿತಿದ್ದು ಹೇರಲ ಆಗದಿರೋ. ಅವಳ ನೀನು ತೀರ್ಮಾನಿಸ ಹಲವಾರು, ಕಟಿಬದ್ಧತೆಯ ಮೂಲಕ ಮಾತ್ರ ಸಾಧ್ಯ. ದೈನಿಕ ಸಂಗತಿಗಳಿಂದ ಹಿಡಿದು ಆರ್ಥಿಕ, ಕೌಟುಂಬಿಕ ಕ್ಷೇತ್ರಗಳಲ್ಲೂ ಆಗುತ್ತದೆ. ಗಂಡಸರಿಗೂ ಅಥವಾ ಅವರ ಪ್ರತಿನಿಧಿಗಳವರಿಗೂ ಬೀದಿ ಕೂಡ ಎಲ್ಲ ಸಮಾನ ಸಂಗತಿಯಾಗುವ ದಿನ ದೂರವಿಲ್ಲ! ಈಗಿನ ದಿನಗಳಲ್ಲಿ ಇದು ಪ್ರಮುಖ ಮುನ್ನಡೆಯಾಗಿದೆ. [472, 698, 658, 787]
